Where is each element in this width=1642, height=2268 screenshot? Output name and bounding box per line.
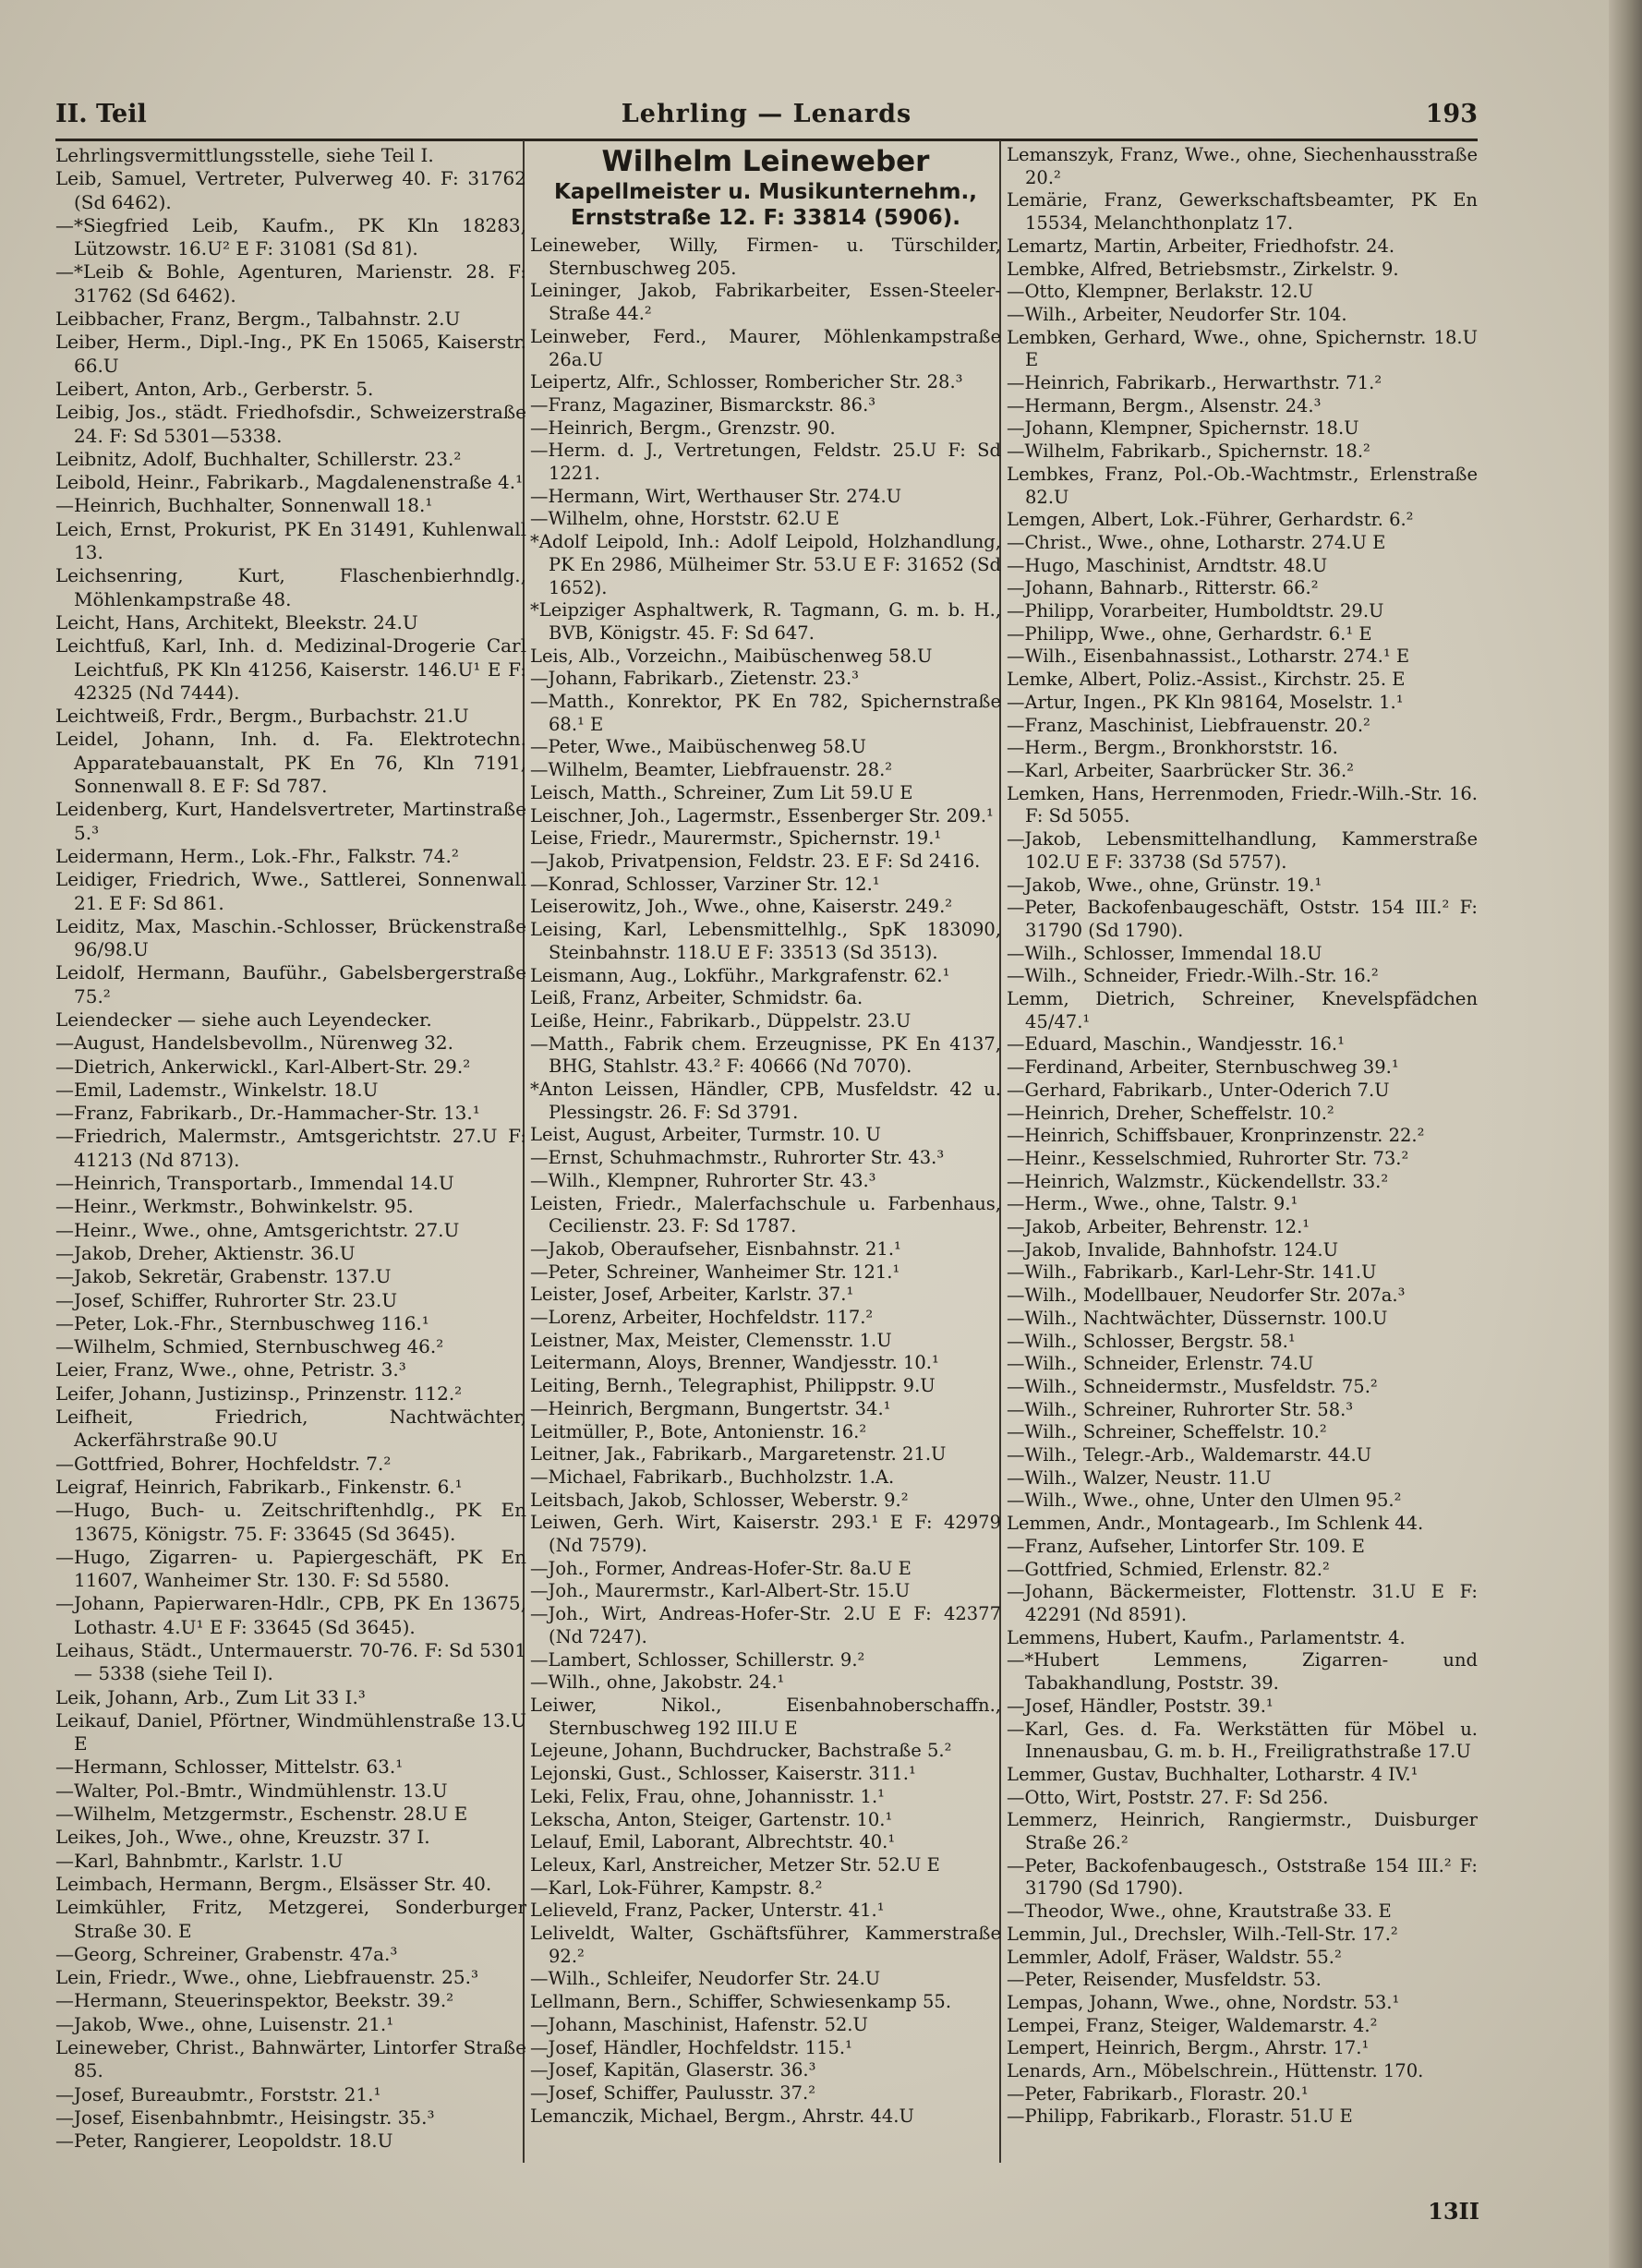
directory-entry: —Wilh., Fabrikarb., Karl-Lehr-Str. 141.U	[1007, 1261, 1377, 1284]
directory-entry: —Hugo, Maschinist, Arndtstr. 48.U	[1007, 554, 1328, 576]
directory-entry: Leikes, Joh., Wwe., ohne, Kreuzstr. 37 I.	[55, 1826, 430, 1849]
directory-entry: —Josef, Schiffer, Paulusstr. 37.²	[530, 2081, 816, 2104]
directory-entry: Leib, Samuel, Vertreter, Pulverweg 40. F: 31762 (Sd 6462).	[55, 167, 526, 213]
directory-entry: —Eduard, Maschin., Wandjesstr. 16.¹	[1007, 1033, 1345, 1056]
directory-entry: Leister, Josef, Arbeiter, Karlstr. 37.¹	[530, 1284, 854, 1306]
directory-entry: —Peter, Schreiner, Wanheimer Str. 121.¹	[530, 1261, 900, 1283]
directory-entry: Lejeune, Johann, Buchdrucker, Bachstraße 5.²	[530, 1740, 952, 1762]
directory-entry: —Artur, Ingen., PK Kln 98164, Moselstr. 1.¹	[1007, 691, 1404, 713]
directory-entry: —Matth., Fabrik chem. Erzeugnisse, PK En 4137, BHG, Stahlstr. 43.² F: 40666 (Nd 7070).	[530, 1032, 1001, 1078]
directory-entry: —Hermann, Wirt, Werthauser Str. 274.U	[530, 485, 902, 507]
directory-entry: Lembkes, Franz, Pol.-Ob.-Wachtmstr., Erlenstraße 82.U	[1007, 463, 1478, 508]
directory-entry: —Otto, Wirt, Poststr. 27. F: Sd 256.	[1007, 1786, 1329, 1808]
directory-entry: —Wilh., Nachtwächter, Düssernstr. 100.U	[1007, 1307, 1388, 1329]
signature-mark: 13II	[1428, 2198, 1479, 2225]
directory-entry: —Heinrich, Schiffsbauer, Kronprinzenstr. 22.²	[1007, 1125, 1425, 1147]
directory-entry: —Jakob, Wwe., ohne, Luisenstr. 21.¹	[55, 2012, 394, 2035]
directory-entry: —Peter, Lok.-Fhr., Sternbuschweg 116.¹	[55, 1311, 429, 1334]
directory-entry: —Lambert, Schlosser, Schillerstr. 9.²	[530, 1648, 865, 1671]
directory-entry: Lekscha, Anton, Steiger, Gartenstr. 10.¹	[530, 1808, 893, 1830]
directory-entry: *Adolf Leipold, Inh.: Adolf Leipold, Holzhandlung, PK En 2986, Mülheimer Str. 53.U E F: 31652 (Sd 1652).	[530, 531, 1001, 598]
directory-entry: —Wilh., Wwe., ohne, Unter den Ulmen 95.²	[1007, 1490, 1402, 1512]
directory-entry: Leigraf, Heinrich, Fabrikarb., Finkenstr. 6.¹	[55, 1475, 463, 1498]
directory-entry: —Peter, Wwe., Maibüschenweg 58.U	[530, 736, 866, 758]
directory-entry: —Peter, Backofenbaugesch., Oststraße 154 III.² F: 31790 (Sd 1790).	[1007, 1854, 1478, 1900]
directory-entry: —August, Handelsbevollm., Nürenweg 32.	[55, 1031, 453, 1055]
directory-entry: Lemanszyk, Franz, Wwe., ohne, Siechenhausstraße 20.²	[1007, 144, 1478, 188]
directory-entry: —Wilhelm, Metzgermstr., Eschenstr. 28.U E	[55, 1803, 468, 1826]
directory-entry: —Franz, Magaziner, Bismarckstr. 86.³	[530, 393, 876, 416]
directory-entry: —Peter, Fabrikarb., Florastr. 20.¹	[1007, 2082, 1309, 2105]
directory-entry: —Michael, Fabrikarb., Buchholzstr. 1.A.	[530, 1466, 895, 1488]
ad-name: Wilhelm Leineweber	[601, 145, 930, 178]
directory-entry: —Wilh., Klempner, Ruhrorter Str. 43.³	[530, 1169, 876, 1191]
directory-entry: Leiber, Herm., Dipl.-Ing., PK En 15065, Kaiserstr. 66.U	[55, 331, 526, 377]
directory-entry: —Christ., Wwe., ohne, Lotharstr. 274.U E	[1007, 531, 1386, 553]
directory-entry: Leise, Friedr., Maurermstr., Spichernstr. 19.¹	[530, 827, 942, 850]
directory-entry: —Konrad, Schlosser, Varziner Str. 12.¹	[530, 873, 880, 895]
directory-entry: Lempei, Franz, Steiger, Waldemarstr. 4.²	[1007, 2014, 1378, 2036]
directory-entry: Lembken, Gerhard, Wwe., ohne, Spichernstr. 18.U E	[1007, 326, 1478, 371]
directory-entry: Lellmann, Bern., Schiffer, Schwiesenkamp 55.	[530, 1991, 952, 2013]
running-header	[55, 100, 1478, 142]
directory-entry: —Otto, Klempner, Berlakstr. 12.U	[1007, 281, 1314, 303]
directory-entry: —Hermann, Bergm., Alsenstr. 24.³	[1007, 394, 1322, 416]
directory-entry: Leiß, Franz, Arbeiter, Schmidstr. 6a.	[530, 987, 863, 1009]
directory-entry: Lemmerz, Heinrich, Rangiermstr., Duisburger Straße 26.²	[1007, 1809, 1478, 1854]
directory-entry: Leineweber, Willy, Firmen- u. Türschilder, Sternbuschweg 205.	[530, 235, 1001, 279]
directory-entry: —Emil, Lademstr., Winkelstr. 18.U	[55, 1078, 379, 1101]
directory-entry: —Johann, Fabrikarb., Zietenstr. 23.³	[530, 668, 859, 690]
directory-entry: —Georg, Schreiner, Grabenstr. 47a.³	[55, 1942, 398, 1965]
directory-entry: —Johann, Klempner, Spichernstr. 18.U	[1007, 417, 1359, 440]
directory-entry: —Heinrich, Buchhalter, Sonnenwall 18.¹	[55, 494, 433, 517]
directory-entry: Leikauf, Daniel, Pförtner, Windmühlenstraße 13.U E	[55, 1708, 526, 1755]
page-number: 193	[1425, 100, 1478, 128]
directory-entry: —Johann, Maschinist, Hafenstr. 52.U	[530, 2013, 868, 2035]
directory-entry: *Leipziger Asphaltwerk, R. Tagmann, G. m. b. H., BVB, Königstr. 45. F: Sd 647.	[530, 599, 1001, 644]
directory-entry: Lein, Friedr., Wwe., ohne, Liebfrauenstr. 25.³	[55, 1966, 478, 1989]
directory-entry: Lehrlingsvermittlungsstelle, siehe Teil I.	[55, 144, 434, 166]
column-2	[530, 144, 1001, 2128]
directory-entry: —Wilhelm, Beamter, Liebfrauenstr. 28.²	[530, 759, 893, 781]
directory-entry: —Wilh., Arbeiter, Neudorfer Str. 104.	[1007, 303, 1347, 325]
directory-entry: —Wilhelm, Schmied, Sternbuschweg 46.²	[55, 1335, 444, 1358]
directory-entry: Leismann, Aug., Lokführ., Markgrafenstr. 62.¹	[530, 964, 950, 986]
directory-entry: Leipertz, Alfr., Schlosser, Rombericher Str. 28.³	[530, 371, 963, 393]
directory-entry: Lemmin, Jul., Drechsler, Wilh.-Tell-Str. 17.²	[1007, 1923, 1398, 1945]
directory-entry: —Franz, Aufseher, Lintorfer Str. 109. E	[1007, 1535, 1365, 1557]
directory-entry: Lemärie, Franz, Gewerkschaftsbeamter, PK En 15534, Melanchthonplatz 17.	[1007, 189, 1478, 235]
directory-entry: —Wilh., Schlosser, Immendal 18.U	[1007, 942, 1322, 964]
directory-entry: Leifer, Johann, Justizinsp., Prinzenstr. 112.²	[55, 1381, 463, 1405]
directory-entry: Leik, Johann, Arb., Zum Lit 33 I.³	[55, 1685, 366, 1708]
directory-entry: Leiwen, Gerh. Wirt, Kaiserstr. 293.¹ E F: 42979 (Nd 7579).	[530, 1512, 1001, 1557]
directory-entry: Lemmen, Andr., Montagearb., Im Schlenk 44.	[1007, 1513, 1424, 1535]
directory-entry: —Wilh., Schlosser, Bergstr. 58.¹	[1007, 1330, 1296, 1352]
directory-entry: —Heinrich, Fabrikarb., Herwarthstr. 71.²	[1007, 372, 1382, 394]
directory-entry: —Peter, Reisender, Musfeldstr. 53.	[1007, 1969, 1322, 1991]
directory-entry: —Wilh., Schleifer, Neudorfer Str. 24.U	[530, 1968, 881, 1990]
directory-entry: Leis, Alb., Vorzeichn., Maibüschenweg 58.U	[530, 645, 933, 667]
directory-entry: —Heinrich, Transportarb., Immendal 14.U	[55, 1172, 454, 1195]
header-rule	[55, 139, 1478, 141]
directory-entry: Leich, Ernst, Prokurist, PK En 31491, Kuhlenwall 13.	[55, 517, 526, 564]
directory-entry: Leiwer, Nikol., Eisenbahnoberschaffn., Sternbuschweg 192 III.U E	[530, 1695, 1001, 1739]
directory-entry: Leising, Karl, Lebensmittelhlg., SpK 183090, Steinbahnstr. 118.U E F: 33513 (Sd 3513).	[530, 919, 1001, 963]
directory-entry: Leineweber, Christ., Bahnwärter, Lintorfer Straße 85.	[55, 2036, 526, 2082]
directory-entry: —*Hubert Lemmens, Zigarren- und Tabakhandlung, Poststr. 39.	[1007, 1649, 1478, 1695]
directory-entry: —Jakob, Arbeiter, Behrenstr. 12.¹	[1007, 1216, 1310, 1238]
directory-entry: Lemke, Albert, Poliz.-Assist., Kirchstr. 25. E	[1007, 669, 1406, 691]
directory-entry: Leiße, Heinr., Fabrikarb., Düppelstr. 23.U	[530, 1009, 912, 1031]
directory-entry: Leibig, Jos., städt. Friedhofsdir., Schweizerstraße 24. F: Sd 5301—5338.	[55, 401, 526, 447]
directory-entry: Leichtweiß, Frdr., Bergm., Burbachstr. 21.U	[55, 705, 469, 728]
directory-entry: —Josef, Schiffer, Ruhrorter Str. 23.U	[55, 1288, 398, 1311]
directory-entry: —Heinrich, Walzmstr., Kückendellstr. 33.²	[1007, 1170, 1389, 1192]
directory-entry: —Jakob, Dreher, Aktienstr. 36.U	[55, 1241, 356, 1264]
directory-entry: *Anton Leissen, Händler, CPB, Musfeldstr. 42 u. Plessingstr. 26. F: Sd 3791.	[530, 1079, 1001, 1123]
directory-entry: —Jakob, Wwe., ohne, Grünstr. 19.¹	[1007, 874, 1322, 896]
directory-entry: Leisten, Friedr., Malerfachschule u. Farbenhaus, Cecilienstr. 23. F: Sd 1787.	[530, 1192, 1001, 1237]
directory-entry: —*Leib & Bohle, Agenturen, Marienstr. 28. F: 31762 (Sd 6462).	[55, 260, 526, 307]
directory-entry: —Peter, Rangierer, Leopoldstr. 18.U	[55, 2129, 393, 2153]
directory-entry: Lemmer, Gustav, Buchhalter, Lotharstr. 4 IV.¹	[1007, 1763, 1419, 1785]
directory-entry: Leidenberg, Kurt, Handelsvertreter, Martinstraße 5.³	[55, 798, 526, 844]
directory-entry: —Heinrich, Bergmann, Bungertstr. 34.¹	[530, 1397, 891, 1419]
directory-entry: —Wilh., ohne, Jakobstr. 24.¹	[530, 1671, 785, 1694]
directory-entry: —Herm., Wwe., ohne, Talstr. 9.¹	[1007, 1193, 1298, 1215]
directory-entry: Leidiger, Friedrich, Wwe., Sattlerei, Sonnenwall 21. E F: Sd 861.	[55, 868, 526, 914]
directory-entry: —Wilhelm, ohne, Horststr. 62.U E	[530, 508, 839, 530]
directory-entry: Leisch, Matth., Schreiner, Zum Lit 59.U E	[530, 781, 913, 803]
directory-entry: —Heinrich, Bergm., Grenzstr. 90.	[530, 416, 836, 439]
directory-entry: Leimkühler, Fritz, Metzgerei, Sonderburger Straße 30. E	[55, 1896, 526, 1942]
directory-entry: Leitmüller, P., Bote, Antonienstr. 16.²	[530, 1420, 867, 1442]
directory-entry: Leibold, Heinr., Fabrikarb., Magdalenenstraße 4.¹	[55, 471, 524, 494]
directory-entry: —Johann, Bahnarb., Ritterstr. 66.²	[1007, 577, 1319, 599]
directory-entry: Lemartz, Martin, Arbeiter, Friedhofstr. 24.	[1007, 235, 1395, 257]
directory-entry: —Josef, Händler, Poststr. 39.¹	[1007, 1695, 1274, 1717]
directory-entry: —Hugo, Buch- u. Zeitschriftenhdlg., PK En 13675, Königstr. 75. F: 33645 (Sd 3645).	[55, 1499, 526, 1545]
directory-entry: —Wilh., Modellbauer, Neudorfer Str. 207a.³	[1007, 1285, 1406, 1307]
directory-entry: Leihaus, Städt., Untermauerstr. 70-76. F: Sd 5301— 5338 (siehe Teil I).	[55, 1639, 526, 1685]
directory-entry: —Wilh., Walzer, Neustr. 11.U	[1007, 1466, 1272, 1489]
directory-entry: Lempas, Johann, Wwe., ohne, Nordstr. 53.¹	[1007, 1991, 1400, 2013]
directory-entry: Leifheit, Friedrich, Nachtwächter, Ackerfährstraße 90.U	[55, 1405, 526, 1452]
directory-entry: Leichsenring, Kurt, Flaschenbierhndlg., Möhlenkampstraße 48.	[55, 564, 526, 610]
directory-entry: —Joh., Former, Andreas-Hofer-Str. 8a.U E	[530, 1557, 912, 1579]
directory-entry: —Wilh., Schneidermstr., Musfeldstr. 75.²	[1007, 1375, 1378, 1397]
directory-entry: —Philipp, Wwe., ohne, Gerhardstr. 6.¹ E	[1007, 622, 1372, 645]
header-part: II. Teil	[55, 100, 147, 128]
directory-entry: —Karl, Ges. d. Fa. Werkstätten für Möbel u. Innenausbau, G. m. b. H., Freiligrathstraße 17.U	[1007, 1718, 1478, 1763]
directory-entry: —Karl, Lok-Führer, Kampstr. 8.²	[530, 1876, 823, 1899]
directory-entry: —Hugo, Zigarren- u. Papiergeschäft, PK En 11607, Wanheimer Str. 130. F: Sd 5580.	[55, 1545, 526, 1592]
directory-entry: Lembke, Alfred, Betriebsmstr., Zirkelstr. 9.	[1007, 258, 1399, 280]
directory-entry: —Dietrich, Ankerwickl., Karl-Albert-Str. 29.²	[55, 1055, 471, 1078]
directory-entry: Leininger, Jakob, Fabrikarbeiter, Essen-Steeler-Straße 44.²	[530, 280, 1001, 325]
directory-entry: Leinweber, Ferd., Maurer, Möhlenkampstraße 26a.U	[530, 325, 1001, 370]
directory-entry: —Johann, Bäckermeister, Flottenstr. 31.U E F: 42291 (Nd 8591).	[1007, 1581, 1478, 1625]
directory-entry: Leiditz, Max, Maschin.-Schlosser, Brückenstraße 96/98.U	[55, 914, 526, 961]
directory-entry: Lejonski, Gust., Schlosser, Kaiserstr. 311.¹	[530, 1763, 916, 1785]
directory-entry: Lemm, Dietrich, Schreiner, Knevelspfädchen 45/47.¹	[1007, 988, 1478, 1032]
directory-entry: —Ernst, Schuhmachmstr., Ruhrorter Str. 43.³	[530, 1147, 945, 1169]
column-1	[55, 144, 526, 2153]
directory-entry: —Heinr., Kesselschmied, Ruhrorter Str. 73.²	[1007, 1147, 1409, 1169]
directory-entry: Leier, Franz, Wwe., ohne, Petristr. 3.³	[55, 1358, 406, 1381]
directory-entry: —Walter, Pol.-Bmtr., Windmühlenstr. 13.U	[55, 1779, 448, 1802]
directory-entry: —Matth., Konrektor, PK En 782, Spichernstraße 68.¹ E	[530, 691, 1001, 735]
directory-entry: Leidolf, Hermann, Bauführ., Gabelsbergerstraße 75.²	[55, 961, 526, 1007]
directory-entry: —Lorenz, Arbeiter, Hochfeldstr. 117.²	[530, 1307, 874, 1329]
directory-entry: —Gerhard, Fabrikarb., Unter-Oderich 7.U	[1007, 1079, 1390, 1101]
directory-entry: Leliveldt, Walter, Gschäftsführer, Kammerstraße 92.²	[530, 1923, 1001, 1967]
directory-entry: —Wilhelm, Fabrikarb., Spichernstr. 18.²	[1007, 440, 1370, 463]
directory-entry: Leicht, Hans, Architekt, Bleekstr. 24.U	[55, 610, 418, 633]
directory-entry: Leitner, Jak., Fabrikarb., Margaretenstr. 21.U	[530, 1443, 947, 1466]
directory-entry: Lempert, Heinrich, Bergm., Ahrstr. 17.¹	[1007, 2037, 1370, 2059]
directory-entry: —Karl, Bahnbmtr., Karlstr. 1.U	[55, 1849, 344, 1872]
directory-entry: Lemanczik, Michael, Bergm., Ahrstr. 44.U	[530, 2105, 914, 2127]
directory-entry: —Jakob, Lebensmittelhandlung, Kammerstraße 102.U E F: 33738 (Sd 5757).	[1007, 828, 1478, 873]
directory-entry: —Hermann, Schlosser, Mittelstr. 63.¹	[55, 1755, 404, 1779]
directory-entry: Lenards, Arn., Möbelschrein., Hüttenstr. 170.	[1007, 2060, 1424, 2082]
directory-entry: Lemmens, Hubert, Kaufm., Parlamentstr. 4.	[1007, 1626, 1406, 1648]
directory-entry: Leiendecker — siehe auch Leyendecker.	[55, 1007, 432, 1031]
directory-entry: —Joh., Wirt, Andreas-Hofer-Str. 2.U E F: 42377 (Nd 7247).	[530, 1603, 1001, 1647]
ad-line: Kapellmeister u. Musikunternehm.,	[554, 180, 977, 204]
advertisement-box	[530, 144, 1001, 231]
directory-entry: Lelauf, Emil, Laborant, Albrechtstr. 40.¹	[530, 1831, 896, 1853]
directory-entry: —Herm. d. J., Vertretungen, Feldstr. 25.U F: Sd 1221.	[530, 440, 1001, 485]
directory-entry: —Jakob, Oberaufseher, Eisnbahnstr. 21.¹	[530, 1237, 901, 1260]
page-edge-shadow	[1609, 0, 1642, 2268]
directory-entry: Leist, August, Arbeiter, Turmstr. 10. U	[530, 1124, 881, 1146]
directory-entry: —Josef, Bureaubmtr., Forststr. 21.¹	[55, 2082, 381, 2105]
directory-entry: Leidel, Johann, Inh. d. Fa. Elektrotechn. Apparatebauanstalt, PK En 76, Kln 7191, Sonnenwall 8. E F: Sd 787.	[55, 728, 526, 798]
directory-entry: —Franz, Fabrikarb., Dr.-Hammacher-Str. 13.¹	[55, 1102, 480, 1125]
directory-entry: Leki, Felix, Frau, ohne, Johannisstr. 1.¹	[530, 1785, 885, 1807]
directory-entry: —Gottfried, Bohrer, Hochfeldstr. 7.²	[55, 1452, 392, 1475]
directory-entry: Leidermann, Herm., Lok.-Fhr., Falkstr. 74.²	[55, 844, 459, 867]
directory-entry: —*Siegfried Leib, Kaufm., PK Kln 18283, Lützowstr. 16.U² E F: 31081 (Sd 81).	[55, 213, 526, 260]
directory-entry: —Jakob, Sekretär, Grabenstr. 137.U	[55, 1265, 392, 1288]
directory-entry: —Karl, Arbeiter, Saarbrücker Str. 36.²	[1007, 759, 1354, 781]
directory-entry: Lemken, Hans, Herrenmoden, Friedr.-Wilh.-Str. 16. F: Sd 5055.	[1007, 782, 1478, 827]
directory-entry: —Jakob, Invalide, Bahnhofstr. 124.U	[1007, 1238, 1339, 1261]
directory-entry: Leichtfuß, Karl, Inh. d. Medizinal-Drogerie Carl Leichtfuß, PK Kln 41256, Kaiserstr. 146.U¹ E F: 42325 (Nd 7444).	[55, 634, 526, 704]
directory-entry: —Theodor, Wwe., ohne, Krautstraße 33. E	[1007, 1900, 1392, 1923]
directory-entry: Lelieveld, Franz, Packer, Unterstr. 41.¹	[530, 1900, 885, 1922]
directory-entry: —Hermann, Steuerinspektor, Beekstr. 39.²	[55, 1989, 454, 2012]
directory-entry: Leibert, Anton, Arb., Gerberstr. 5.	[55, 377, 374, 400]
directory-entry: —Friedrich, Malermstr., Amtsgerichtstr. 27.U F: 41213 (Nd 8713).	[55, 1125, 526, 1171]
directory-entry: —Ferdinand, Arbeiter, Sternbuschweg 39.¹	[1007, 1056, 1399, 1079]
directory-entry: —Heinrich, Dreher, Scheffelstr. 10.²	[1007, 1102, 1334, 1124]
directory-entry: Leleux, Karl, Anstreicher, Metzer Str. 52.U E	[530, 1853, 940, 1876]
directory-entry: Leitsbach, Jakob, Schlosser, Weberstr. 9.²	[530, 1489, 909, 1511]
ad-line: Ernststraße 12. F: 33814 (5906).	[570, 206, 961, 230]
directory-entry: —Josef, Händler, Hochfeldstr. 115.¹	[530, 2036, 852, 2058]
directory-entry: Leimbach, Hermann, Bergm., Elsässer Str. 40.	[55, 1872, 492, 1895]
directory-entry: —Wilh., Schreiner, Ruhrorter Str. 58.³	[1007, 1398, 1354, 1420]
directory-entry: —Heinr., Wwe., ohne, Amtsgerichtstr. 27.U	[55, 1218, 460, 1241]
directory-entry: Lemgen, Albert, Lok.-Führer, Gerhardstr. 6.²	[1007, 509, 1414, 531]
directory-entry: —Wilh., Eisenbahnassist., Lotharstr. 274.¹ E	[1007, 645, 1410, 668]
directory-entry: Leitermann, Aloys, Brenner, Wandjesstr. 10.¹	[530, 1352, 939, 1374]
header-range: Lehrling — Lenards	[621, 100, 912, 128]
directory-entry: —Jakob, Privatpension, Feldstr. 23. E F: Sd 2416.	[530, 850, 981, 872]
directory-entry: Lemmler, Adolf, Fräser, Waldstr. 55.²	[1007, 1946, 1342, 1968]
directory-entry: —Wilh., Telegr.-Arb., Waldemarstr. 44.U	[1007, 1444, 1372, 1466]
column-3	[1007, 144, 1478, 2129]
directory-entry: Leibnitz, Adolf, Buchhalter, Schillerstr. 23.²	[55, 447, 462, 470]
directory-entry: —Wilh., Schreiner, Scheffelstr. 10.²	[1007, 1421, 1327, 1443]
directory-entry: —Wilh., Schneider, Erlenstr. 74.U	[1007, 1353, 1314, 1375]
directory-entry: —Franz, Maschinist, Liebfrauenstr. 20.²	[1007, 714, 1370, 736]
directory-entry: Leibbacher, Franz, Bergm., Talbahnstr. 2.U	[55, 308, 461, 331]
directory-entry: —Herm., Bergm., Bronkhorststr. 16.	[1007, 737, 1338, 759]
directory-entry: —Johann, Papierwaren-Hdlr., CPB, PK En 13675, Lothastr. 4.U¹ E F: 33645 (Sd 3645).	[55, 1592, 526, 1638]
directory-entry: Leiserowitz, Joh., Wwe., ohne, Kaiserstr. 249.²	[530, 896, 953, 918]
directory-entry: —Philipp, Fabrikarb., Florastr. 51.U E	[1007, 2105, 1353, 2128]
directory-entry: —Wilh., Schneider, Friedr.-Wilh.-Str. 16.²	[1007, 965, 1379, 987]
directory-entry: Leischner, Joh., Lagermstr., Essenberger Str. 209.¹	[530, 804, 994, 826]
directory-entry: —Philipp, Vorarbeiter, Humboldtstr. 29.U	[1007, 600, 1384, 622]
directory-entry: —Gottfried, Schmied, Erlenstr. 82.²	[1007, 1558, 1330, 1580]
directory-entry: —Peter, Backofenbaugeschäft, Oststr. 154 III.² F: 31790 (Sd 1790).	[1007, 897, 1478, 941]
directory-entry: —Joh., Maurermstr., Karl-Albert-Str. 15.U	[530, 1580, 911, 1602]
directory-entry: —Heinr., Werkmstr., Bohwinkelstr. 95.	[55, 1195, 414, 1218]
directory-entry: Leiting, Bernh., Telegraphist, Philippstr. 9.U	[530, 1375, 936, 1397]
directory-entry: Leistner, Max, Meister, Clemensstr. 1.U	[530, 1329, 892, 1351]
directory-entry: —Josef, Eisenbahnbmtr., Heisingstr. 35.³	[55, 2105, 435, 2129]
directory-entry: —Josef, Kapitän, Glaserstr. 36.³	[530, 2059, 816, 2081]
